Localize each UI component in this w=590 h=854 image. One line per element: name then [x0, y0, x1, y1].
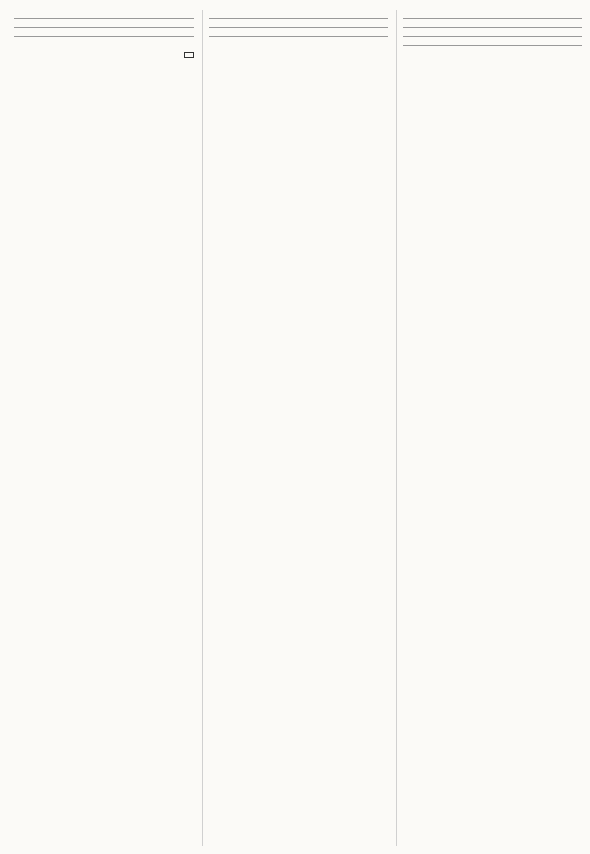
divider — [403, 27, 582, 28]
divider — [14, 36, 194, 37]
column-middle — [202, 10, 388, 846]
divider — [209, 27, 388, 28]
divider — [14, 27, 194, 28]
boxed-note — [184, 52, 194, 58]
divider — [403, 18, 582, 19]
divider — [209, 18, 388, 19]
divider — [209, 36, 388, 37]
column-right — [396, 10, 582, 846]
column-left — [8, 10, 194, 846]
divider — [403, 45, 582, 46]
divider — [14, 18, 194, 19]
divider — [403, 36, 582, 37]
